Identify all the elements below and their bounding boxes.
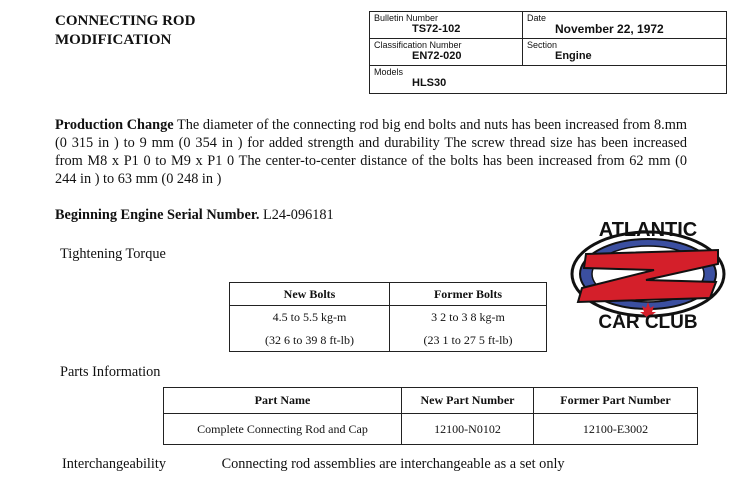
interchangeability-label: Interchangeability (62, 456, 167, 472)
models-label: Models (374, 67, 404, 77)
torque-row-kgm (230, 306, 547, 330)
part-name-header: Part Name (164, 388, 402, 414)
models-value: HLS30 (412, 77, 447, 89)
engine-serial-value: L24-096181 (263, 207, 334, 223)
new-bolts-header: New Bolts (230, 283, 390, 306)
parts-header-row (164, 388, 698, 414)
former-bolts-ftlb: (23 1 to 27 5 ft-lb) (390, 330, 547, 352)
interchangeability-line (62, 456, 565, 473)
torque-row-ftlb (230, 330, 547, 352)
production-change-text: The diameter of the connecting rod big end bolts and nuts has been increased from 8.mm (0 315 in ) to 9 mm (0 354 in ) for added strength and durability The screw thread size has been increased from M8 x P1 0 to M9 x P1 0 The center-to-center distance of the bolts has been increased from 62 mm (0 244 in ) to 63 mm (0 248 in ) (55, 117, 687, 187)
date-cell (523, 12, 726, 39)
engine-serial-line (55, 207, 334, 224)
logo-top-text: ATLANTIC (598, 219, 698, 241)
section-cell (523, 39, 726, 66)
classification-value: EN72-020 (412, 50, 462, 62)
former-bolts-header: Former Bolts (390, 283, 547, 306)
production-change-paragraph (55, 116, 687, 188)
former-part-number-header: Former Part Number (534, 388, 698, 414)
interchangeability-text: Connecting rod assemblies are interchangeable as a set only (221, 456, 565, 472)
parts-information-heading: Parts Information (60, 364, 161, 380)
engine-serial-label: Beginning Engine Serial Number. (55, 207, 260, 223)
bulletin-header-box (369, 11, 727, 94)
section-label: Section (527, 40, 558, 50)
date-value: November 22, 1972 (555, 22, 664, 36)
atlantic-car-club-logo (568, 212, 728, 332)
classification-label: Classification Number (374, 40, 462, 50)
classification-cell (370, 39, 523, 66)
logo-bottom-text: CAR CLUB (598, 312, 698, 332)
bulletin-number-label: Bulletin Number (374, 13, 439, 23)
bulletin-number-cell (370, 12, 523, 39)
section-value: Engine (555, 50, 592, 62)
tightening-torque-heading: Tightening Torque (60, 246, 166, 262)
torque-header-row (230, 283, 547, 306)
new-bolts-ftlb: (32 6 to 39 8 ft-lb) (230, 330, 390, 352)
torque-table (229, 282, 547, 352)
production-change-heading: Production Change (55, 117, 174, 133)
former-part-number-cell: 12100-E3002 (534, 414, 698, 445)
models-cell (370, 66, 726, 93)
date-label: Date (527, 13, 547, 23)
new-part-number-header: New Part Number (402, 388, 534, 414)
title-line-1: CONNECTING ROD (55, 13, 196, 29)
bulletin-title (55, 12, 195, 50)
new-part-number-cell: 12100-N0102 (402, 414, 534, 445)
part-name-cell: Complete Connecting Rod and Cap (164, 414, 402, 445)
parts-table (163, 387, 698, 445)
new-bolts-kgm: 4.5 to 5.5 kg-m (230, 306, 390, 330)
title-line-2: MODIFICATION (55, 32, 172, 48)
bulletin-number-value: TS72-102 (412, 23, 461, 35)
former-bolts-kgm: 3 2 to 3 8 kg-m (390, 306, 547, 330)
parts-row (164, 414, 698, 445)
